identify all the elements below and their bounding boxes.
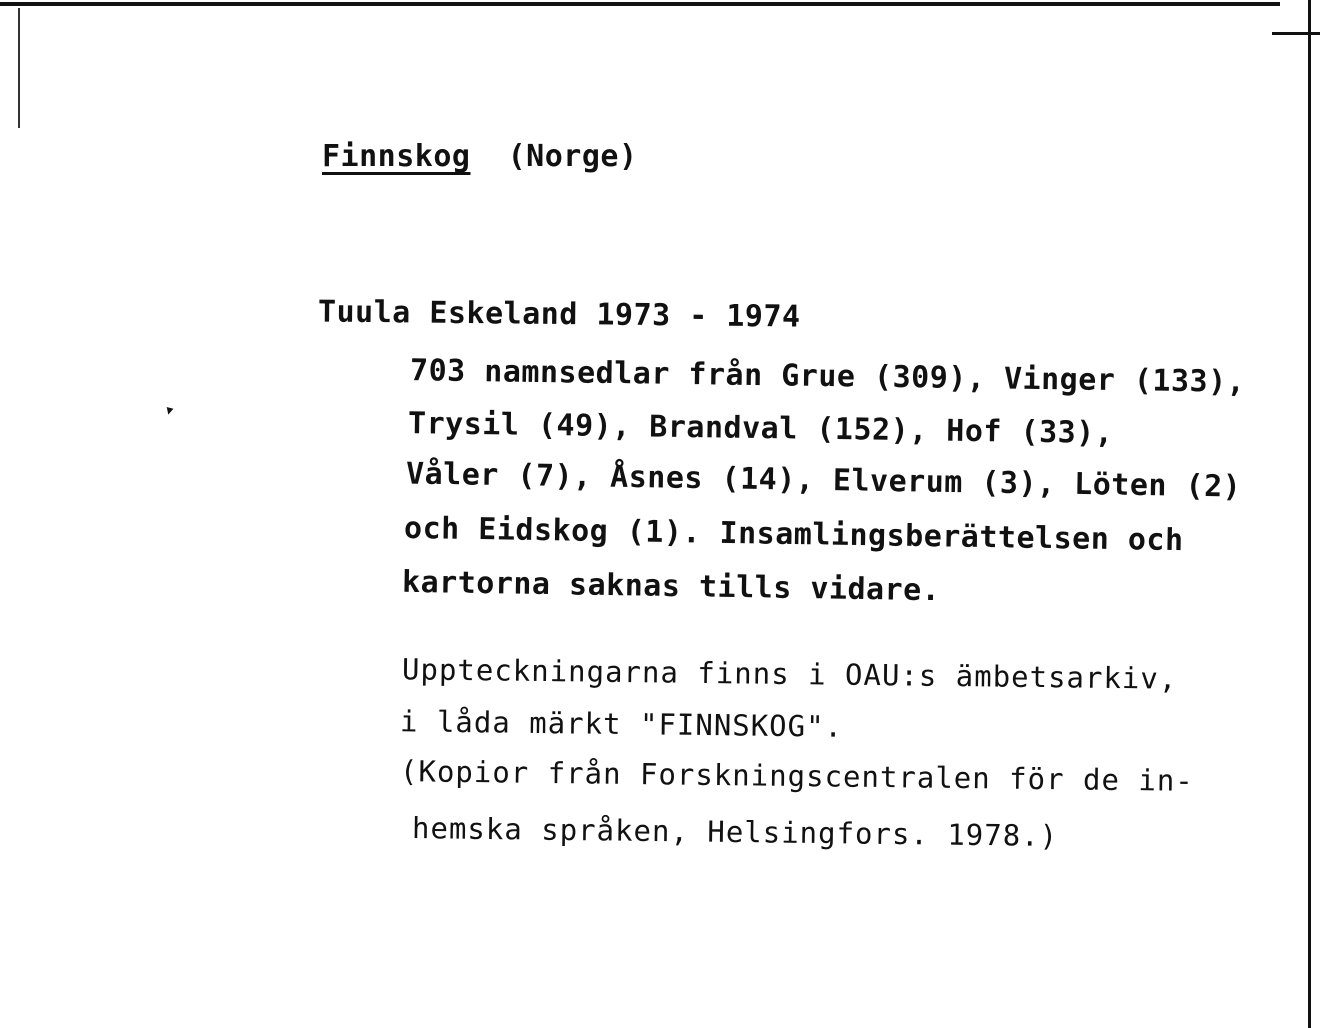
note-line-1: Uppteckningarna finns i OAU:s ämbetsarkiv, bbox=[401, 652, 1178, 696]
note-line-3: (Kopior från Forskningscentralen för de in- bbox=[399, 754, 1194, 798]
card-title bbox=[322, 139, 638, 174]
description-line-1: 703 namnsedlar från Grue (309), Vinger (133), bbox=[409, 353, 1246, 400]
description-line-3: Våler (7), Åsnes (14), Elverum (3), Löten (2) bbox=[405, 456, 1242, 505]
collector-line: Tuula Eskeland 1973 - 1974 bbox=[317, 294, 801, 335]
card-right-edge bbox=[1308, 0, 1311, 1028]
note-line-2: i låda märkt "FINNSKOG". bbox=[399, 704, 844, 744]
ink-mark: ▾ bbox=[161, 398, 178, 423]
title-country: (Norge) bbox=[507, 139, 638, 174]
description-line-2: Trysil (49), Brandval (152), Hof (33), bbox=[407, 406, 1114, 451]
note-line-4: hemska språken, Helsingfors. 1978.) bbox=[411, 811, 1059, 853]
description-line-4: och Eidskog (1). Insamlingsberättelsen och bbox=[403, 510, 1184, 559]
description-line-5: kartorna saknas tills vidare. bbox=[401, 564, 941, 609]
card-left-edge bbox=[18, 8, 20, 128]
card-top-edge bbox=[0, 2, 1280, 6]
title-place: Finnskog bbox=[322, 139, 471, 174]
card-top-right-edge bbox=[1272, 32, 1320, 35]
